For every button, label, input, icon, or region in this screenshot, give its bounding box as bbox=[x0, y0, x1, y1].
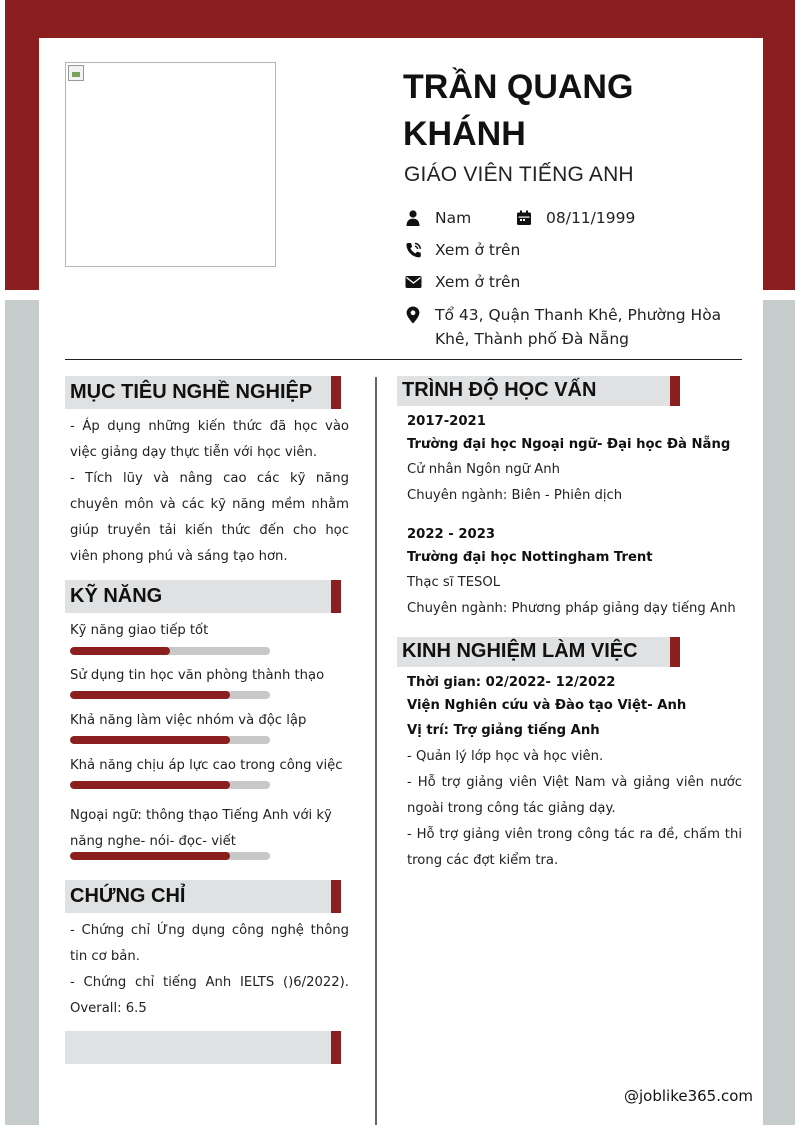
certificate-line: - Chứng chỉ tiếng Anh IELTS ()6/2022). Overall: 6.5 bbox=[70, 975, 349, 1016]
birthdate-value: 08/11/1999 bbox=[546, 209, 636, 227]
experience-line: - Quản lý lớp học và học viên. bbox=[407, 749, 604, 764]
experience-line: - Hỗ trợ giảng viên trong công tác ra đề, chấm thi trong các đợt kiểm tra. bbox=[407, 827, 742, 868]
accent-bar bbox=[670, 637, 680, 667]
right-grey-band bbox=[763, 300, 795, 1125]
email-value: Xem ở trên bbox=[435, 273, 521, 291]
map-pin-icon bbox=[404, 306, 422, 324]
experience-header bbox=[397, 637, 680, 667]
certificates-header bbox=[65, 880, 341, 913]
objective-line: - Áp dụng những kiến thức đã học vào việc giảng dạy thực tiễn với học viên. bbox=[70, 419, 349, 460]
skill-bar-fill bbox=[70, 691, 230, 699]
education-school: Trường đại học Nottingham Trent bbox=[407, 550, 653, 565]
gender-value: Nam bbox=[435, 209, 472, 227]
skills-header bbox=[65, 580, 341, 613]
skill-label: Sử dụng tin học văn phòng thành thạo bbox=[70, 668, 325, 683]
person-icon bbox=[404, 209, 422, 227]
education-title: TRÌNH ĐỘ HỌC VẤN bbox=[402, 379, 597, 401]
skill-bar bbox=[70, 736, 270, 744]
certificates-text bbox=[70, 918, 349, 1022]
phone-icon bbox=[404, 241, 422, 259]
experience-time: Thời gian: 02/2022- 12/2022 bbox=[407, 675, 616, 690]
skill-label: Khả năng làm việc nhóm và độc lập bbox=[70, 713, 307, 728]
right-red-band bbox=[763, 0, 795, 290]
empty-section-header bbox=[65, 1031, 341, 1064]
address-value: Tổ 43, Quận Thanh Khê, Phường Hòa Khê, Thành phố Đà Nẵng bbox=[435, 306, 722, 348]
objective-title: MỤC TIÊU NGHỀ NGHIỆP bbox=[70, 381, 313, 403]
education-degree: Cử nhân Ngôn ngữ Anh bbox=[407, 462, 560, 477]
watermark: @joblike365.com bbox=[624, 1087, 754, 1105]
skill-label: Ngoại ngữ: thông thạo Tiếng Anh với kỹ năng nghe- nói- đọc- viết bbox=[70, 808, 332, 849]
candidate-role: GIÁO VIÊN TIẾNG ANH bbox=[404, 163, 634, 186]
objective-header bbox=[65, 376, 341, 409]
skill-bar bbox=[70, 852, 270, 860]
experience-text bbox=[407, 744, 742, 874]
left-grey-band bbox=[5, 300, 39, 1125]
candidate-name: TRẦN QUANG KHÁNH bbox=[403, 68, 634, 153]
skill-bar bbox=[70, 781, 270, 789]
objective-text bbox=[70, 414, 349, 570]
certificate-line: - Chứng chỉ Ứng dụng công nghệ thông tin cơ bản. bbox=[70, 923, 349, 964]
header-band bbox=[5, 0, 795, 38]
education-degree: Thạc sĩ TESOL bbox=[407, 575, 501, 590]
accent-bar bbox=[331, 376, 341, 409]
certificates-title: CHỨNG CHỈ bbox=[70, 885, 186, 907]
broken-image-icon bbox=[68, 65, 84, 81]
education-school: Trường đại học Ngoại ngữ- Đại học Đà Nẵng bbox=[407, 437, 731, 452]
education-major: Chuyên ngành: Phương pháp giảng dạy tiếng Anh bbox=[407, 601, 736, 616]
objective-line: - Tích lũy và nâng cao các kỹ năng chuyên môn và các kỹ năng mềm nhằm giúp truyền tải kiến thức đến cho học viên phong phú và sáng tạo hơn. bbox=[70, 471, 349, 564]
education-header bbox=[397, 376, 680, 406]
envelope-icon bbox=[404, 273, 422, 291]
experience-title: KINH NGHIỆM LÀM VIỆC bbox=[402, 640, 638, 662]
accent-bar bbox=[331, 580, 341, 613]
experience-line: - Hỗ trợ giảng viên Việt Nam và giảng viên nước ngoài trong công tác giảng dạy. bbox=[407, 775, 742, 816]
accent-bar bbox=[331, 880, 341, 913]
skill-bar-fill bbox=[70, 852, 230, 860]
education-period: 2022 - 2023 bbox=[407, 527, 496, 542]
calendar-icon bbox=[515, 209, 533, 227]
skill-bar-fill bbox=[70, 647, 170, 655]
header-divider bbox=[65, 359, 742, 360]
experience-position: Vị trí: Trợ giảng tiếng Anh bbox=[407, 723, 600, 738]
skill-bar bbox=[70, 691, 270, 699]
skill-label: Khả năng chịu áp lực cao trong công việc bbox=[70, 758, 343, 773]
skill-bar-fill bbox=[70, 781, 230, 789]
experience-organization: Viện Nghiên cứu và Đào tạo Việt- Anh bbox=[407, 698, 687, 713]
education-period: 2017-2021 bbox=[407, 414, 486, 429]
skills-title: KỸ NĂNG bbox=[70, 585, 163, 607]
accent-bar bbox=[331, 1031, 341, 1064]
accent-bar bbox=[670, 376, 680, 406]
education-major: Chuyên ngành: Biên - Phiên dịch bbox=[407, 488, 623, 503]
profile-photo bbox=[65, 62, 276, 267]
column-divider bbox=[375, 377, 377, 1125]
skill-bar bbox=[70, 647, 270, 655]
skill-bar-fill bbox=[70, 736, 230, 744]
phone-value: Xem ở trên bbox=[435, 241, 521, 259]
skill-label: Kỹ năng giao tiếp tốt bbox=[70, 623, 209, 638]
left-red-band bbox=[5, 0, 39, 290]
